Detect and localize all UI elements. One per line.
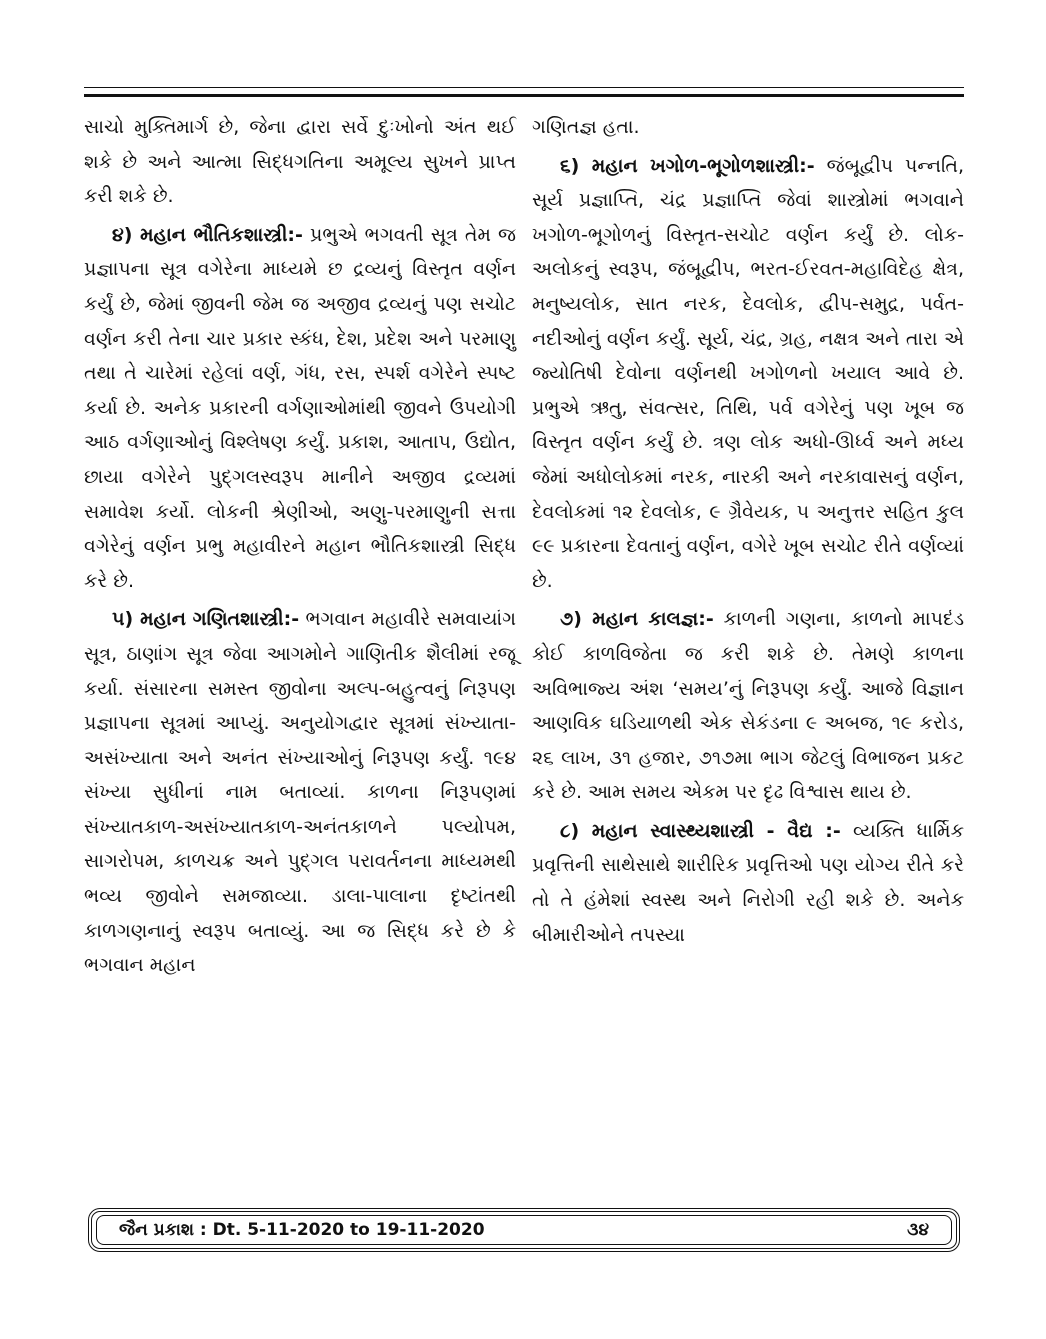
paragraph-text: જંબૂદ્વીપ પન્નતિ, સૂર્ય પ્રજ્ઞાપ્તિ, ચંદ્ર પ્રજ્ઞાપ્તિ જેવાં શાસ્ત્રોમાં ભગવાને ખગોળ-ભૂગોળનું વિસ્તૃત-સચોટ વર્ણન કર્યું છે. લોક-અલોકનું સ્વરૂપ, જંબૂદ્વીપ, ભરત-ઈરવત-મહાવિદેહ ક્ષેત્ર, મનુષ્યલોક, સાત નરક, દેવલોક, દ્વીપ-સમુદ્ર, પર્વત-નદીઓનું વર્ણન કર્યું. સૂર્ય, ચંદ્ર, ગ્રહ, નક્ષત્ર અને તારા એ જ્યોતિષી દેવોના વર્ણનથી ખગોળનો ખયાલ આવે છે. પ્રભુએ ઋતુ, સંવત્સર, તિથિ, પર્વ વગેરેનું પણ ખૂબ જ વિસ્તૃત વર્ણન કર્યું છે. ત્રણ લોક અધો-ઊર્ધ્વ અને મધ્ય જેમાં અધોલોકમાં નરક, નારકી અને નરકાવાસનું વર્ણન, દેવલોકમાં ૧૨ દેવલોક, ૯ ગ્રૈવેયક, ૫ અનુત્તર સહિત કુલ ૯૯ પ્રકારના દેવતાનું વર્ણન, વગેરે ખૂબ સચોટ રીતે વર્ણવ્યાં છે. — [532, 154, 964, 592]
section-heading: ૭) મહાન કાલજ્ઞ:- — [560, 608, 714, 631]
paragraph — [84, 602, 516, 983]
paragraph — [84, 110, 516, 214]
section-heading: ૫) મહાન ગણિતશાસ્ત્રી:- — [112, 608, 300, 631]
footer-inner — [96, 1215, 952, 1245]
paragraph-text: ભગવાન મહાવીરે સમવાયાંગ સૂત્ર, ઠાણાંગ સૂત્ર જેવા આગમોને ગાણિતીક શૈલીમાં રજૂ કર્યા. સંસારના સમસ્ત જીવોના અલ્પ-બહુત્વનું નિરૂપણ પ્રજ્ઞાપના સૂત્રમાં આપ્યું. અનુયોગદ્વાર સૂત્રમાં સંખ્યાતા-અસંખ્યાતા અને અનંત સંખ્યાઓનું નિરૂપણ કર્યું. ૧૯૪ સંખ્યા સુધીનાં નામ બતાવ્યાં. કાળના નિરૂપણમાં સંખ્યાતકાળ-અસંખ્યાતકાળ-અનંતકાળને પલ્યોપમ, સાગરોપમ, કાળચક્ર અને પુદ્‌ગલ પરાવર્તનના માધ્યમથી ભવ્ય જીવોને સમજાવ્યા. ડાલા-પાલાના દૃષ્ટાંતથી કાળગણનાનું સ્વરૂપ બતાવ્યું. આ જ સિદ્ધ કરે છે કે ભગવાન મહાન — [84, 608, 516, 977]
paragraph-text: કાળની ગણના, કાળનો માપદંડ કોઈ કાળવિજેતા જ કરી શકે છે. તેમણે કાળના અવિભાજ્ય અંશ ‘સમય’નું નિરૂપણ કર્યું. આજે વિજ્ઞાન આણવિક ઘડિયાળથી એક સેકંડના ૯ અબજ, ૧૯ કરોડ, ૨૬ લાખ, ૩૧ હજાર, ૭૧૭મા ભાગ જેટલું વિભાજન પ્રકટ કરે છે. આમ સમય એકમ પર દૃઢ વિશ્વાસ થાય છે. — [532, 608, 965, 804]
text-columns — [84, 110, 964, 1180]
paragraph — [532, 149, 964, 599]
footer-box — [88, 1208, 960, 1252]
right-column — [532, 110, 964, 1180]
publication-info: જૈન પ્રકાશ : Dt. 5-11-2020 to 19-11-2020 — [119, 1220, 485, 1240]
paragraph — [532, 814, 964, 952]
paragraph-text: ગણિતજ્ઞ હતા. — [532, 116, 640, 138]
paragraph-text: વ્યક્તિ ધાર્મિક પ્રવૃત્તિની સાથેસાથે શારીરિક પ્રવૃત્તિઓ પણ યોગ્ય રીતે કરે તો તે હંમેશાં સ્વસ્થ અને નિરોગી રહી શકે છે. અનેક બીમારીઓને તપસ્યા — [532, 819, 964, 946]
paragraph — [532, 602, 964, 810]
paragraph — [532, 110, 964, 145]
paragraph-text: પ્રભુએ ભગવતી સૂત્ર તેમ જ પ્રજ્ઞાપના સૂત્ર વગેરેના માધ્યમે છ દ્રવ્યનું વિસ્તૃત વર્ણન કર્યું છે, જેમાં જીવની જેમ જ અજીવ દ્રવ્યનું પણ સચોટ વર્ણન કરી તેના ચાર પ્રકાર સ્કંધ, દેશ, પ્રદેશ અને પરમાણુ તથા તે ચારેમાં રહેલાં વર્ણ, ગંધ, રસ, સ્પર્શ વગેરેને સ્પષ્ટ કર્યા છે. અનેક પ્રકારની વર્ગણાઓમાંથી જીવને ઉપયોગી આઠ વર્ગણાઓનું વિશ્લેષણ કર્યું. પ્રકાશ, આતાપ, ઉદ્યોત, છાયા વગેરેને પુદ્‌ગલસ્વરૂપ માનીને અજીવ દ્રવ્યમાં સમાવેશ કર્યો. લોકની શ્રેણીઓ, અણુ-પરમાણુની સત્તા વગેરેનું વર્ણન પ્રભુ મહાવીરને મહાન ભૌતિકશાસ્ત્રી સિદ્ધ કરે છે. — [84, 223, 516, 592]
top-rule-thick — [84, 94, 964, 97]
paragraph-text: સાચો મુક્તિમાર્ગ છે, જેના દ્વારા સર્વે દુઃખોનો અંત થઈ શકે છે અને આત્મા સિદ્ધગતિના અમૂલ્ય સુખને પ્રાપ્ત કરી શકે છે. — [84, 116, 516, 208]
left-column — [84, 110, 516, 1180]
top-rule-thin — [84, 87, 964, 88]
page-number: ૩૪ — [907, 1220, 929, 1240]
section-heading: ૬) મહાન ખગોળ-ભૂગોળશાસ્ત્રી:- — [560, 154, 815, 177]
section-heading: ૪) મહાન ભૌતિકશાસ્ત્રી:- — [112, 223, 303, 246]
paragraph — [84, 218, 516, 599]
section-heading: ૮) મહાન સ્વાસ્થ્યશાસ્ત્રી - વૈદ્ય :- — [560, 819, 841, 842]
